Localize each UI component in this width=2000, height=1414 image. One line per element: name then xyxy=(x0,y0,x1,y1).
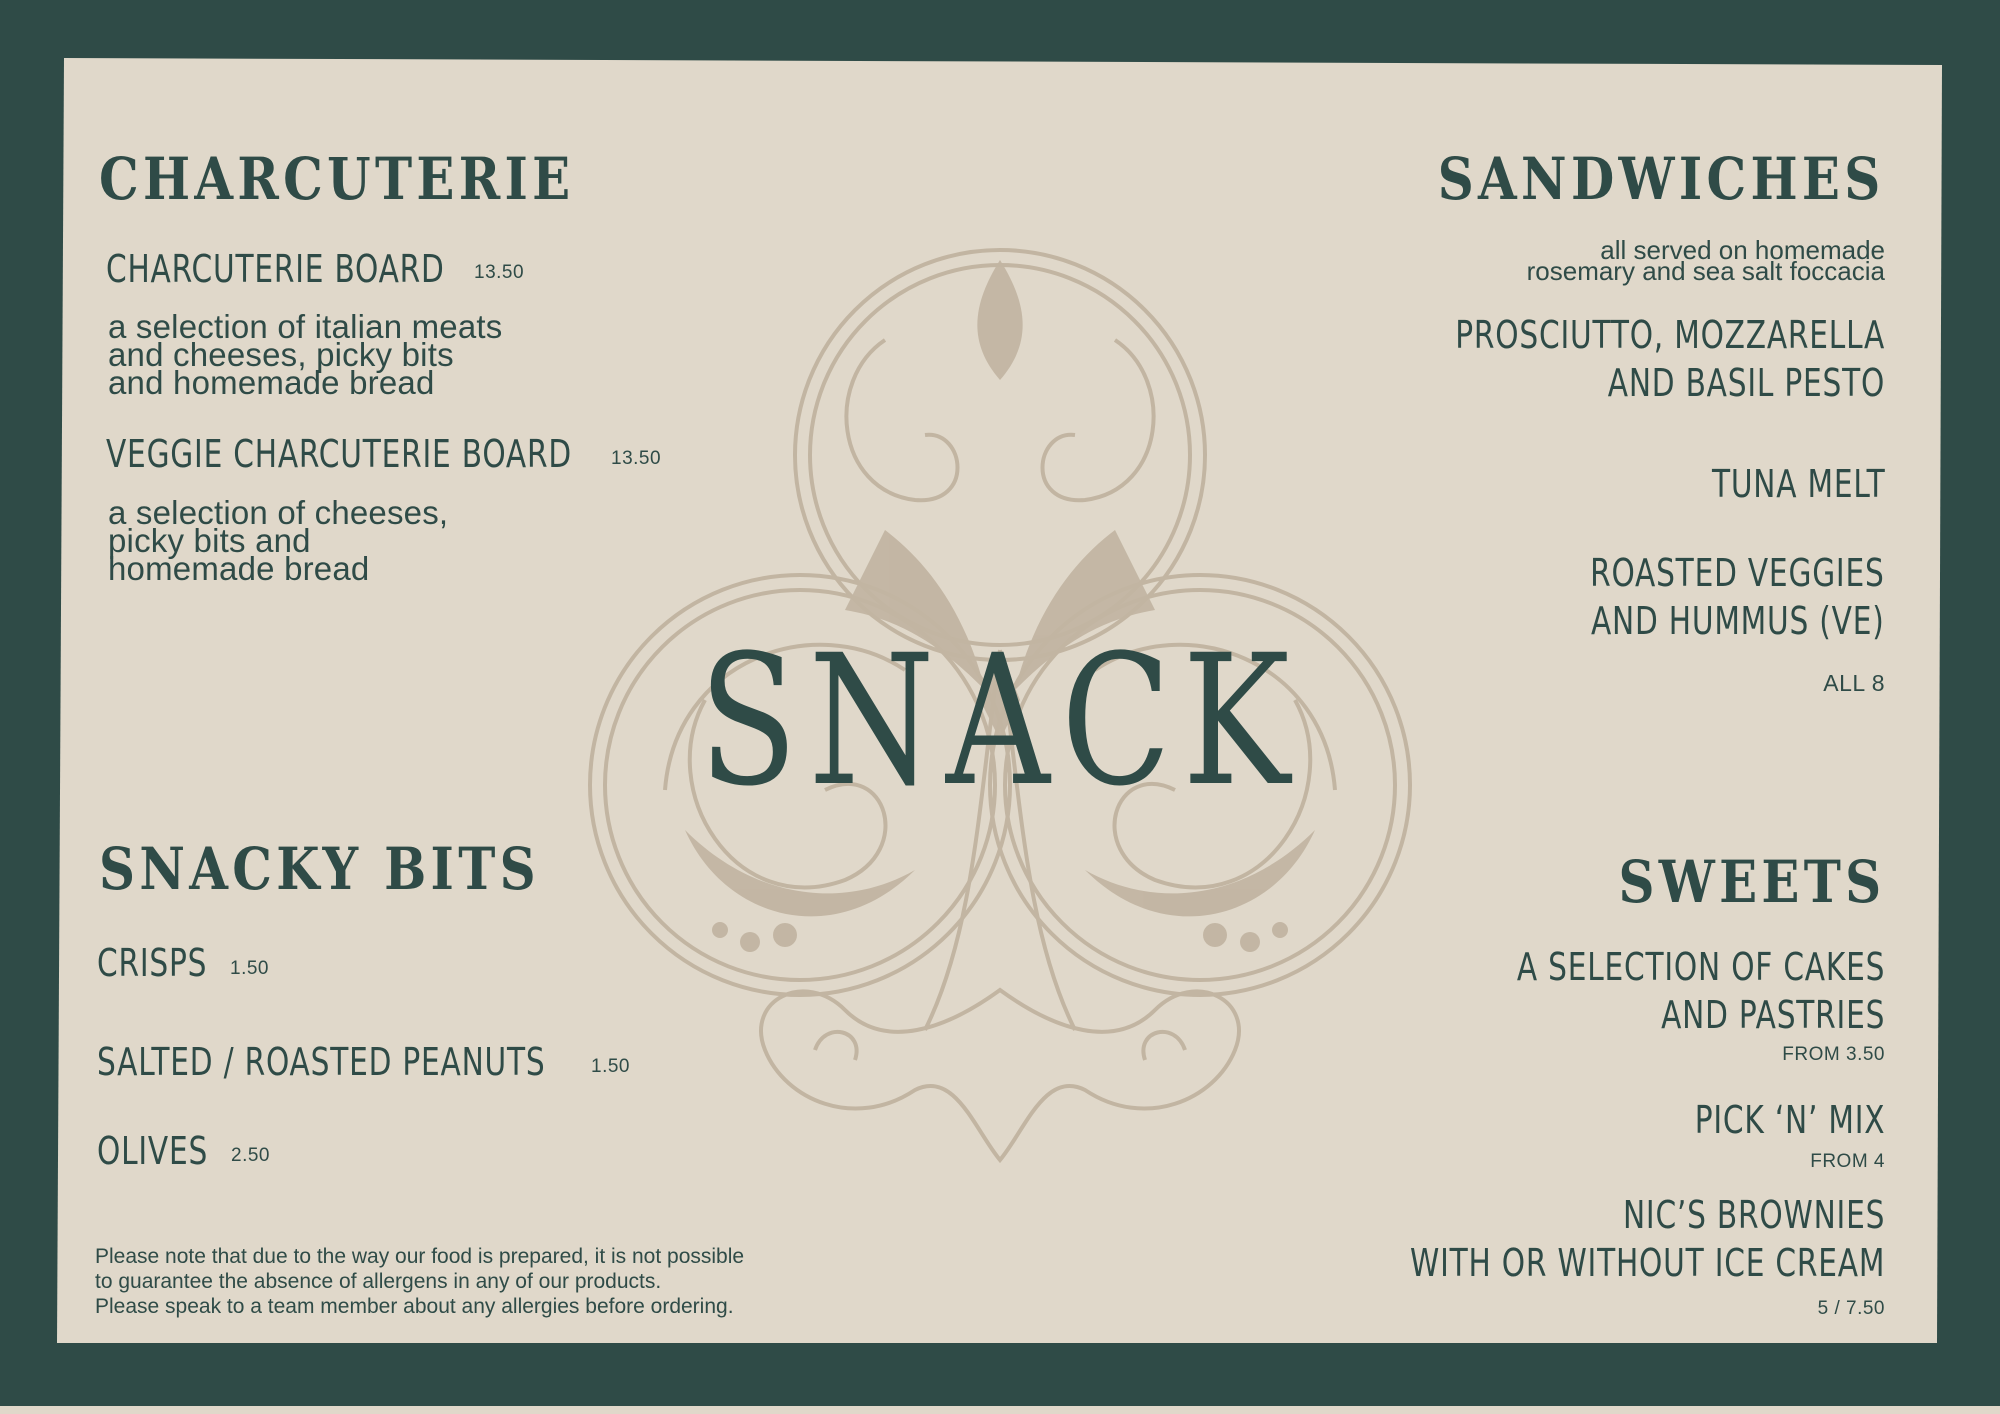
item-line: NIC’S BROWNIES xyxy=(1622,1193,1885,1237)
menu-item-name xyxy=(1455,312,1885,407)
menu-item-price: 1.50 xyxy=(230,958,269,979)
snack-title: SNACK xyxy=(698,617,1302,826)
description-line: a selection of cheeses, xyxy=(108,494,449,531)
description-line: picky bits and xyxy=(108,522,311,560)
description-line: and cheeses, picky bits xyxy=(108,336,454,374)
menu-item-price: 13.50 xyxy=(474,262,525,283)
note-line: all served on homemade xyxy=(1600,235,1885,265)
notice-line: Please speak to a team member about any allergies before ordering. xyxy=(95,1294,734,1318)
menu-item-price: 5 / 7.50 xyxy=(1817,1298,1885,1319)
menu-item-name xyxy=(1711,461,1885,509)
item-line: AND BASIL PESTO xyxy=(1607,360,1885,405)
menu-item-name xyxy=(1694,1097,1885,1145)
menu-item-name: CRISPS xyxy=(97,941,208,985)
snacky-bits-heading: SNACKY BITS xyxy=(99,835,540,903)
bottom-edge-strip xyxy=(0,1406,2000,1414)
item-line: AND HUMMUS (VE) xyxy=(1591,598,1885,643)
description-line: homemade bread xyxy=(108,550,370,588)
menu-item-description xyxy=(108,308,503,402)
item-line: WITH OR WITHOUT ICE CREAM xyxy=(1409,1240,1885,1285)
menu-item-name: SALTED / ROASTED PEANUTS xyxy=(97,1040,546,1084)
menu-item-price: 1.50 xyxy=(591,1056,630,1077)
item-line: PICK ‘N’ MIX xyxy=(1694,1098,1885,1142)
menu-item-price: 2.50 xyxy=(231,1145,270,1166)
charcuterie-heading: CHARCUTERIE xyxy=(99,145,575,213)
item-line: TUNA MELT xyxy=(1711,462,1885,506)
menu-item-name xyxy=(1591,550,1885,645)
menu-item-name: CHARCUTERIE BOARD xyxy=(106,247,445,291)
menu-item-name xyxy=(1517,944,1885,1039)
notice-line: Please note that due to the way our food is prepared, it is not possible xyxy=(95,1245,745,1268)
item-line: AND PASTRIES xyxy=(1660,992,1885,1037)
menu-item-name: VEGGIE CHARCUTERIE BOARD xyxy=(106,432,572,476)
description-line: a selection of italian meats xyxy=(108,308,503,345)
menu-item-name xyxy=(1410,1192,1885,1287)
menu-item-price: FROM 4 xyxy=(1810,1151,1885,1172)
menu-item-name: OLIVES xyxy=(97,1129,209,1173)
description-line: and homemade bread xyxy=(108,364,435,402)
sandwiches-heading: SANDWICHES xyxy=(1438,145,1885,213)
menu-item-price: FROM 3.50 xyxy=(1782,1044,1885,1065)
menu-item-description xyxy=(108,494,449,588)
sandwiches-price: ALL 8 xyxy=(1823,670,1885,696)
notice-line: to guarantee the absence of allergens in any of our products. xyxy=(95,1269,662,1293)
item-line: PROSCIUTTO, MOZZARELLA xyxy=(1455,313,1885,357)
item-line: A SELECTION OF CAKES xyxy=(1516,945,1885,989)
sandwiches-note xyxy=(1526,235,1885,287)
item-line: ROASTED VEGGIES xyxy=(1590,551,1885,595)
note-line: rosemary and sea salt foccacia xyxy=(1526,256,1885,287)
sweets-heading: SWEETS xyxy=(1617,848,1885,916)
allergen-notice xyxy=(95,1245,744,1319)
menu-item-price: 13.50 xyxy=(611,448,662,469)
